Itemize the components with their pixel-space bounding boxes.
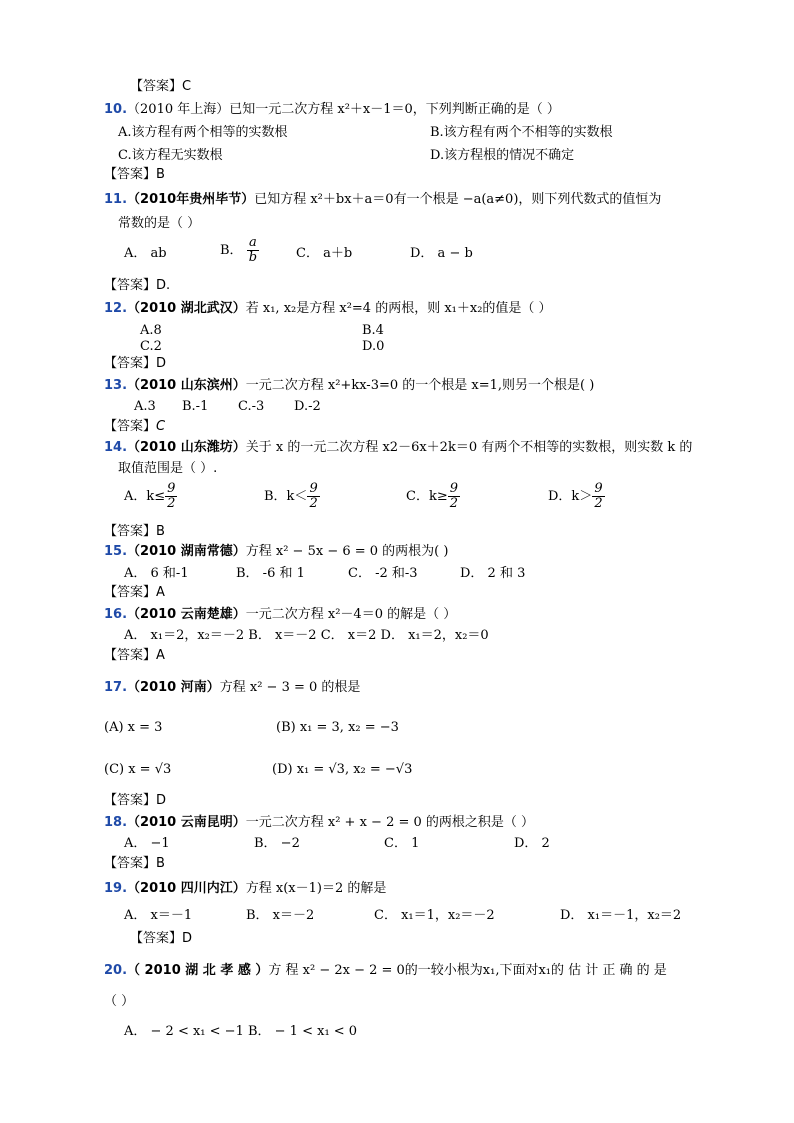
question-number: 12. (104, 301, 128, 316)
option-d: D． 2 (514, 836, 550, 851)
answer-line (104, 166, 165, 184)
option-a: A． 6 和-1 (124, 566, 189, 581)
answer-tag: 【答案】 (104, 648, 157, 663)
fraction (247, 236, 259, 265)
question-number: 14. (104, 440, 128, 455)
question-number: 18. (104, 815, 128, 830)
option-b: B.4 (362, 323, 384, 338)
question-number: 16. (104, 607, 128, 622)
question-11 (104, 191, 661, 209)
answer-value: D (156, 793, 167, 808)
options-row: A． x₁＝2，x₂＝－2 B． x＝－2 C． x＝2 D． x₁＝2，x₂＝0 (124, 628, 489, 643)
option-a (124, 482, 177, 511)
question-17 (104, 679, 360, 697)
question-source: （2010 云南楚雄） (127, 607, 246, 622)
question-16 (104, 606, 456, 624)
denominator: 2 (594, 496, 603, 511)
question-19 (104, 880, 386, 898)
question-source: （2010 云南昆明） (127, 815, 246, 830)
option-b: B． −2 (254, 836, 300, 851)
answer-line (130, 930, 192, 948)
question-20 (104, 962, 667, 980)
numerator: 9 (309, 481, 318, 496)
option-b: B． -6 和 1 (236, 566, 305, 581)
question-13 (104, 377, 594, 395)
denominator: 2 (167, 496, 176, 511)
answer-tag: 【答案】 (104, 419, 157, 434)
question-source: （2010 湖北武汉） (127, 301, 246, 316)
option-c: C． -2 和-3 (348, 566, 418, 581)
numerator: 9 (449, 481, 458, 496)
question-source: （2010年贵州毕节） (127, 192, 255, 207)
question-stem: 方程 x² − 5x − 6 = 0 的两根为( ) (245, 544, 449, 559)
question-18 (104, 814, 534, 832)
answer-tag: 【答案】 (130, 79, 183, 94)
answer-line (104, 584, 165, 602)
question-12 (104, 300, 552, 318)
option-b: B.该方程有两个不相等的实数根 (430, 125, 613, 140)
question-stem: 若 x₁, x₂是方程 x²=4 的两根，则 x₁＋x₂的值是（ ） (245, 301, 552, 316)
answer-tag: 【答案】 (104, 856, 157, 871)
answer-value: B (156, 167, 165, 182)
question-source: （2010 四川内江） (127, 881, 246, 896)
answer-line (104, 523, 165, 541)
answer-tag: 【答案】 (104, 356, 157, 371)
answer-tag: 【答案】 (130, 931, 183, 946)
answer-line (104, 855, 165, 873)
answer-value: C (156, 419, 166, 434)
question-stem: 一元二次方程 x²+kx-3=0 的一个根是 x=1,则另一个根是( ) (245, 378, 595, 393)
answer-value: A (156, 648, 165, 663)
question-stem-cont: （ ） (104, 994, 135, 1009)
answer-tag: 【答案】 (104, 167, 157, 182)
question-stem: 已知方程 x²＋bx＋a＝0有一个根是 −a(a≠0)，则下列代数式的值恒为 (254, 192, 662, 207)
question-source: （2010 河南） (127, 680, 220, 695)
answer-line (104, 418, 165, 436)
option-c: C.-3 (238, 399, 265, 414)
answer-tag: 【答案】 (104, 585, 157, 600)
option-a: A． −1 (124, 836, 170, 851)
numerator: 9 (594, 481, 603, 496)
denominator: 2 (449, 496, 458, 511)
option-b: (B) x₁ = 3, x₂ = −3 (276, 720, 399, 735)
option-d: (D) x₁ = √3, x₂ = −√3 (272, 762, 413, 777)
answer-value: D (182, 931, 193, 946)
option-b (220, 236, 259, 265)
option-c: C． x₁＝1，x₂＝－2 (374, 908, 495, 923)
option-c (406, 482, 460, 511)
answer-line-prev (130, 78, 191, 96)
option-c: C． 1 (384, 836, 420, 851)
question-source: （2010 山东潍坊） (127, 440, 246, 455)
fraction (448, 482, 460, 511)
options-row: A． − 2 < x₁ < −1 B． − 1 < x₁ < 0 (124, 1024, 358, 1039)
question-stem: 关于 x 的一元二次方程 x2－6x＋2k＝0 有两个不相等的实数根，则实数 k 的 (245, 440, 693, 455)
question-number: 10. (104, 102, 128, 117)
fraction (165, 482, 177, 511)
question-source: （ 2010 湖 北 孝 感 ） (127, 963, 269, 978)
question-10 (104, 101, 560, 119)
question-source: （2010 山东滨州） (127, 378, 246, 393)
question-stem: 方 程 x² − 2x − 2 = 0的一较小根为x₁,下面对x₁的 估 计 正 确 的 是 (268, 963, 667, 978)
option-d: D． 2 和 3 (460, 566, 526, 581)
option-c: C． a＋b (296, 246, 353, 261)
answer-value: D (156, 356, 167, 371)
option-b (264, 482, 320, 511)
question-number: 13. (104, 378, 128, 393)
question-stem: 已知一元二次方程 x²＋x－1＝0，下列判断正确的是（ ） (229, 102, 560, 117)
option-c: C.该方程无实数根 (118, 148, 223, 163)
option-b: B.-1 (182, 399, 209, 414)
question-number: 19. (104, 881, 128, 896)
question-stem: 方程 x(x－1)＝2 的解是 (245, 881, 387, 896)
option-d: D． x₁＝－1，x₂＝2 (560, 908, 682, 923)
option-a: A.8 (140, 323, 162, 338)
question-number: 15. (104, 544, 128, 559)
answer-value: B (156, 856, 165, 871)
denominator: b (248, 250, 258, 265)
question-number: 11. (104, 192, 128, 207)
question-stem-cont: 取值范围是（ ）. (118, 461, 218, 476)
question-15 (104, 543, 448, 561)
option-d: D.0 (362, 339, 385, 354)
option-a: A.3 (134, 399, 156, 414)
denominator: 2 (309, 496, 318, 511)
option-b: B． x＝－2 (246, 908, 315, 923)
question-number: 17. (104, 680, 128, 695)
numerator: a (247, 236, 259, 251)
question-stem: 方程 x² − 3 = 0 的根是 (219, 680, 361, 695)
option-label: A．k≤ (124, 489, 166, 504)
answer-line (104, 277, 170, 295)
option-label: C．k≥ (406, 489, 448, 504)
answer-value: A (156, 585, 165, 600)
question-stem: 一元二次方程 x² + x − 2 = 0 的两根之积是（ ） (245, 815, 535, 830)
answer-tag: 【答案】 (104, 793, 157, 808)
answer-line (104, 647, 165, 665)
question-source: （2010 湖南常德） (127, 544, 246, 559)
question-14 (104, 439, 692, 457)
option-d: D.该方程根的情况不确定 (430, 148, 575, 163)
option-label: B．k＜ (264, 489, 308, 504)
fraction (307, 482, 319, 511)
numerator: 9 (167, 481, 176, 496)
fraction (592, 482, 604, 511)
option-c: (C) x = √3 (104, 762, 172, 777)
question-stem-cont: 常数的是（ ） (118, 216, 201, 231)
answer-line (104, 792, 166, 810)
answer-tag: 【答案】 (104, 524, 157, 539)
answer-line (104, 355, 166, 373)
option-d: D． a − b (410, 246, 473, 261)
option-a: A.该方程有两个相等的实数根 (118, 125, 288, 140)
option-a: A． ab (124, 246, 167, 261)
option-c: C.2 (140, 339, 162, 354)
question-number: 20. (104, 963, 128, 978)
answer-tag: 【答案】 (104, 278, 157, 293)
option-a: (A) x = 3 (104, 720, 163, 735)
option-label: B． (220, 243, 243, 258)
option-label: D．k＞ (548, 489, 593, 504)
option-d: D.-2 (294, 399, 321, 414)
answer-value: B (156, 524, 165, 539)
question-stem: 一元二次方程 x²－4＝0 的解是（ ） (245, 607, 457, 622)
option-d (548, 482, 605, 511)
option-a: A． x＝－1 (124, 908, 193, 923)
answer-value: D. (156, 278, 171, 293)
question-source: （2010 年上海） (127, 102, 230, 117)
answer-value: C (182, 79, 192, 94)
